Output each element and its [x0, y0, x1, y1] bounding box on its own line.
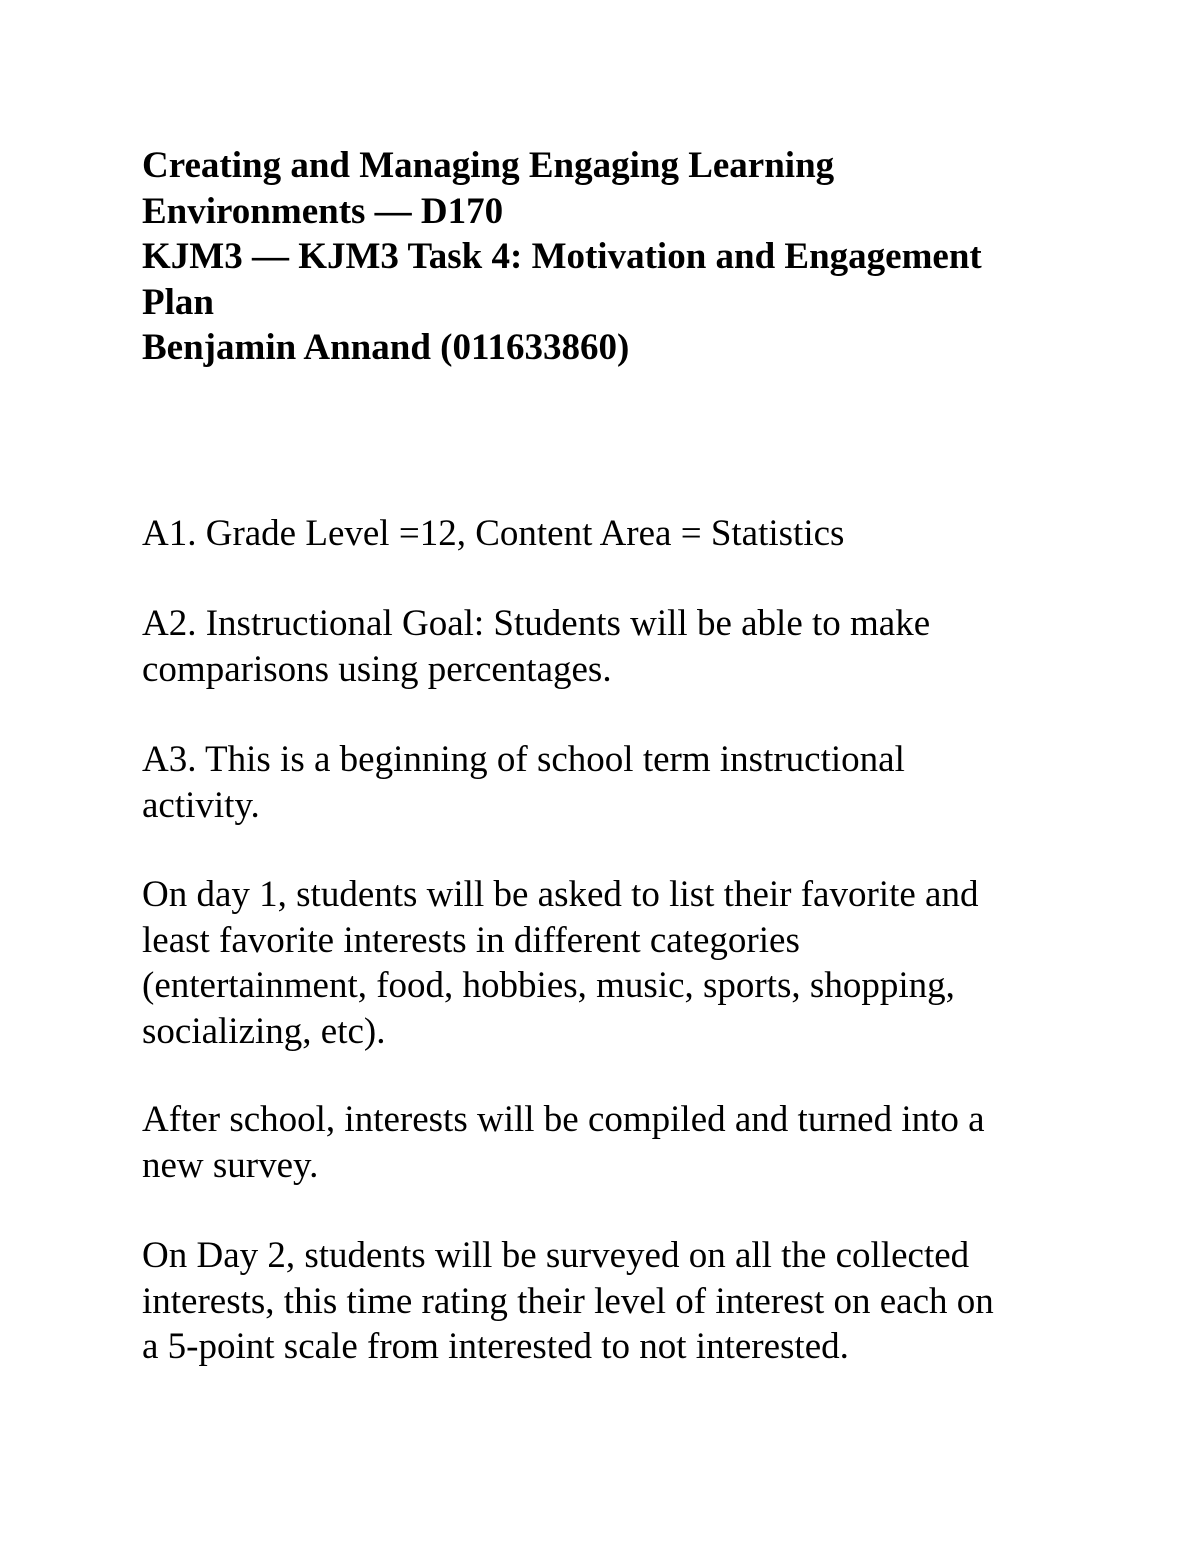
paragraph-a1 — [142, 511, 1082, 557]
author-line: Benjamin Annand (011633860) — [142, 327, 630, 368]
course-title-line-1: Creating and Managing Engaging Learning — [142, 145, 835, 186]
paragraph-line: new survey. — [142, 1144, 319, 1186]
paragraph-line: (entertainment, food, hobbies, music, sports, shopping, — [142, 965, 955, 1006]
paragraph-line: a 5-point scale from interested to not interested. — [142, 1326, 849, 1367]
paragraph-line: activity. — [142, 784, 260, 826]
document-header — [142, 143, 1062, 371]
paragraph-line: After school, interests will be compiled and turned into a — [142, 1099, 985, 1140]
paragraph-after-school — [142, 1097, 1082, 1188]
task-title-line-1: KJM3 — KJM3 Task 4: Motivation and Engagement — [142, 236, 982, 277]
paragraph-line: On Day 2, students will be surveyed on all the collected — [142, 1235, 970, 1276]
paragraph-line: On day 1, students will be asked to list their favorite and — [142, 874, 979, 915]
paragraph-line: A3. This is a beginning of school term instructional — [142, 739, 905, 780]
task-title-line-2: Plan — [142, 281, 214, 323]
course-title-line-2: Environments — D170 — [142, 190, 504, 232]
paragraph-a3 — [142, 737, 1082, 828]
paragraph-day-1 — [142, 872, 1082, 1054]
paragraph-line: socializing, etc). — [142, 1010, 386, 1052]
paragraph-line: A2. Instructional Goal: Students will be able to make — [142, 603, 931, 644]
paragraph-day-2 — [142, 1233, 1082, 1370]
paragraph-line: comparisons using percentages. — [142, 648, 612, 690]
paragraph-line: A1. Grade Level =12, Content Area = Statistics — [142, 513, 845, 554]
paragraph-line: least favorite interests in different categories — [142, 919, 800, 961]
paragraph-line: interests, this time rating their level of interest on each on — [142, 1280, 994, 1322]
paragraph-a2 — [142, 601, 1082, 692]
